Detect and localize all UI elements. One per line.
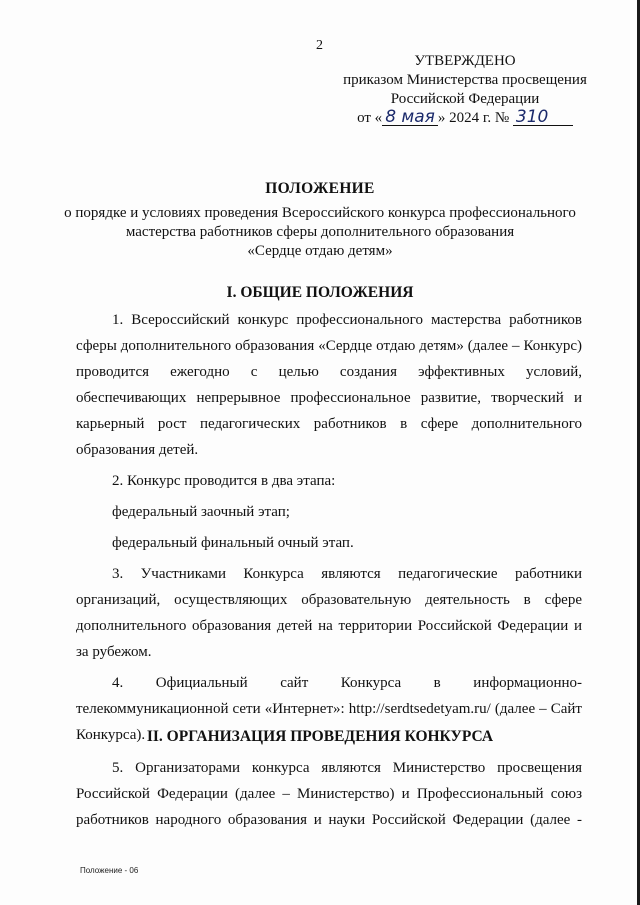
section-2-body	[76, 755, 582, 833]
document-subtitle	[60, 204, 580, 261]
section-1-body	[76, 307, 582, 748]
paragraph-5: 5. Организаторами конкурса являются Министерство просвещения Российской Федерации (далее – Министерство) и Профессиональный союз работников народного образования и науки Российской Федерации (далее -	[76, 760, 582, 828]
subtitle-line-2: мастерства работников сферы дополнительного образования	[125, 224, 515, 240]
date-mid: » 2024 г. №	[437, 110, 510, 126]
paragraph-2a: федеральный заочный этап;	[112, 504, 290, 520]
paragraph-2: 2. Конкурс проводится в два этапа:	[112, 473, 336, 489]
footer-code: Положение - 06	[80, 866, 139, 875]
handwritten-date	[382, 109, 438, 126]
approval-line-order: приказом Министерства просвещения	[343, 72, 587, 88]
paragraph-3: 3. Участниками Конкурса являются педагогические работники организаций, осуществляющих образовательную деятельность в сфере дополнительного образования детей на территории Российской Федерации и за рубежом.	[76, 566, 582, 660]
handwritten-order-number: 310	[513, 109, 573, 126]
approval-line-federation: Российской Федерации	[390, 91, 540, 107]
approval-title: УТВЕРЖДЕНО	[414, 53, 516, 69]
handwritten-day: 8	[385, 107, 397, 127]
section-heading-2: II. ОРГАНИЗАЦИЯ ПРОВЕДЕНИЯ КОНКУРСА	[146, 728, 494, 745]
section-heading-1: I. ОБЩИЕ ПОЛОЖЕНИЯ	[226, 284, 414, 301]
subtitle-line-3: «Сердце отдаю детям»	[247, 243, 393, 259]
approval-date-line	[340, 109, 590, 128]
paragraph-2b: федеральный финальный очный этап.	[112, 535, 354, 551]
paragraph-4: 4. Официальный сайт Конкурса в информационно-телекоммуникационной сети «Интернет»: http://serdtsedetyam.ru/ (далее – Сайт Конкурса).	[76, 675, 582, 743]
subtitle-line-1: о порядке и условиях проведения Всероссийского конкурса профессионального	[64, 205, 576, 221]
approval-block	[340, 52, 590, 128]
date-prefix: от «	[357, 110, 383, 126]
handwritten-month: мая	[401, 107, 435, 127]
page-number: 2	[316, 38, 323, 53]
document-title: ПОЛОЖЕНИЕ	[265, 180, 375, 197]
paragraph-1: 1. Всероссийский конкурс профессионального мастерства работников сферы дополнительного образования «Сердце отдаю детям» (далее – Конкурс) проводится ежегодно с целью создания эффективных условий, обеспечивающих непрерывное профессиональное развитие, творческий и карьерный рост педагогических работников в сфере дополнительного образования детей.	[76, 312, 582, 458]
